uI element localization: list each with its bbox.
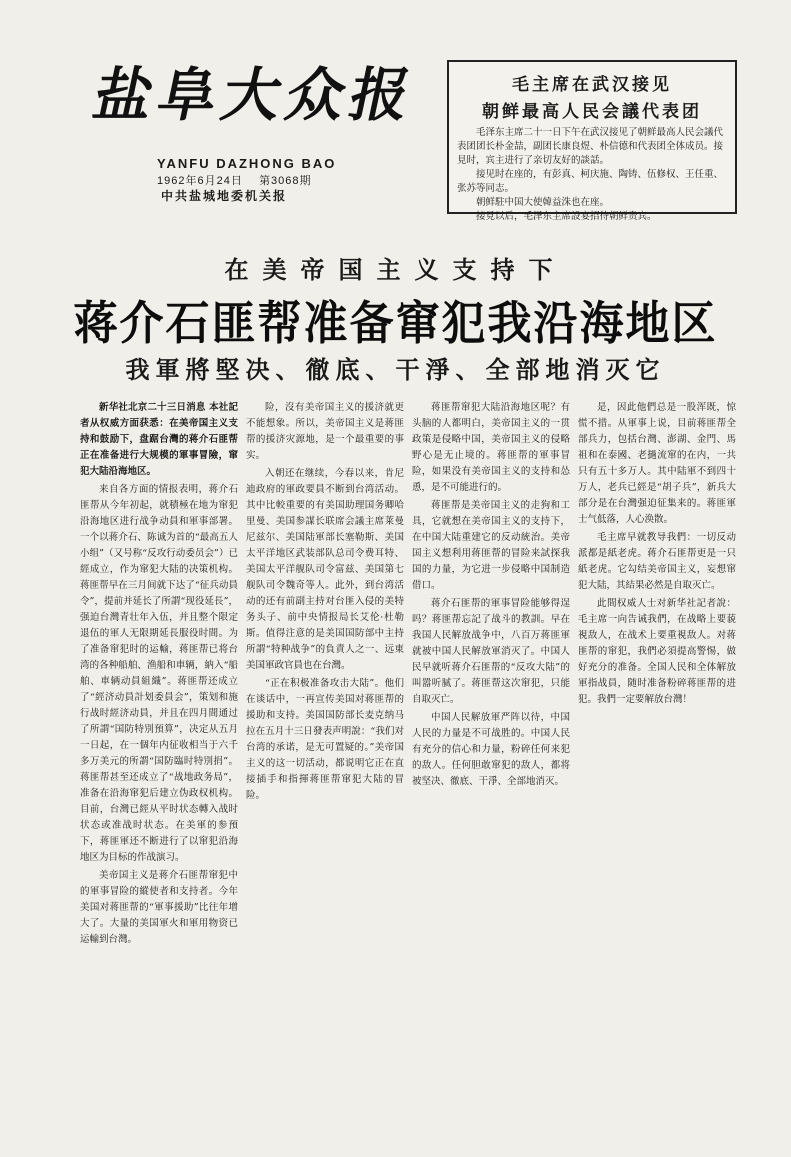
boxed-news-story	[447, 60, 737, 222]
article-paragraph: 险，沒有美帝国主义的援济就更不能想象。所以，美帝国主义是蒋匪帮的援济灾源地，是一个最重要的事实。	[246, 402, 404, 461]
article-column-3	[412, 400, 570, 1140]
main-headline: 蒋介石匪帮准备窜犯我沿海地区	[73, 296, 718, 351]
newspaper-pinyin-name: YANFU DAZHONG BAO	[157, 156, 337, 171]
newspaper-logo: 盐阜大众报	[87, 61, 423, 129]
article-paragraph: 新华社北京二十三日消息 本社記者从权威方面获悉：在美帝国主义支持和鼓励下，盘踞台灣的蒋介石匪帮正在准备进行大规模的軍事冒險，窜犯大陆沿海地区。	[80, 402, 238, 477]
masthead	[87, 60, 423, 203]
article-paragraph: 蒋介石匪帮的軍事冒险能够得逞吗？蒋匪帮忘記了战斗的教訓。早在我国人民解放战争中，八百万蒋匪軍就被中国人民解放軍消灭了。中国人民早就听蒋介石匪帮的“反攻大陆”的叫嚣听腻了。蒋匪帮这次窜犯，只能自取灭亡。	[412, 598, 570, 705]
box-paragraph: 接见时在座的，有彭真、柯庆施、陶铸、伍修权、王任重、张苏等同志。	[457, 169, 724, 194]
article-paragraph: 入朝还在继续，今春以来，肯尼迪政府的軍政要員不断到台湾活动。其中比較重要的有美国助理国务卿哈里曼、美国参謀长联席会議主席莱曼尼兹尔、美国陆軍部长塞勒斯、美国太平洋地区武装部队总司令费耳特、美国太平洋舰队司令富兹、美国第七舰队司令魏奇等人。此外，到台湾活动的还有前副主持对台匪入侵的美特务头子、前中央情报局长艾伦·杜勒斯。值得注意的是美国国防部中主持所謂“特种战争”的負責人之一、远東美国軍政官員也在台灣。	[246, 468, 404, 671]
article-paragraph: “正在积极准备攻击大陆”。他们在谈话中，一再宣传美国对蒋匪帮的援助和支持。美国国防部长麦克纳马拉在五月十三日發表声明說：“我们对台湾的承诺，是无可置疑的。”美帝国主义的这一切活动，都说明它正在直接插手和指揮蒋匪帮窜犯大陆的冒险。	[246, 678, 404, 801]
article-paragraph: 蒋匪帮是美帝国主义的走狗和工具，它就想在美帝国主义的支持下，在中国大陆重建它的反动統治。美帝国主义想利用蒋匪帮的冒险来試探我国的力量，为它进一步侵略中国制造借口。	[412, 500, 570, 591]
article-column-2	[246, 400, 404, 1140]
box-paragraph: 毛泽东主席二十一日下午在武汉接见了朝鲜最高人民会議代表团团长朴金喆，副团长康良煜、朴信德和代表团全体成员。接見时，宾主进行了亲切友好的談話。	[457, 127, 724, 166]
article-column-1	[80, 400, 238, 1140]
article-paragraph: 毛主席早就教导我們：一切反动派都是紙老虎。蒋介石匪帮更是一只紙老虎。它勾结美帝国主义，妄想窜犯大陆，其結果必然是自取灭亡。	[578, 532, 736, 591]
issue-date: 1962年6月24日	[157, 175, 243, 187]
dateline	[157, 172, 312, 188]
publisher-line: 中共盐城地委机关报	[161, 189, 288, 203]
headline-kicker: 在美帝国主义支持下	[224, 255, 567, 284]
article-paragraph: 此間权威人士对新华社記者說：毛主席一向告诫我們，在战略上要藐視敌人，在战术上要重視敌人。对蒋匪帮的窜犯，我們必須提高警惕，做好充分的准备。全国人民和全体解放軍指战員，随时准备粉碎蒋匪帮的进犯。我們一定要解放台灣！	[578, 598, 736, 705]
box-title-line-1: 毛主席在武汉接见	[512, 75, 672, 95]
article-paragraph: 中国人民解放軍严阵以待，中国人民的力量是不可战胜的。中国人民有充分的信心和力量，粉碎任何来犯的敌人。任何胆敢窜犯的敌人，都将被坚决、徹底、干淨、全部地消灭。	[412, 712, 570, 787]
issue-number: 第3068期	[259, 175, 312, 187]
box-title-line-2: 朝鲜最高人民会議代表团	[482, 102, 702, 122]
article-column-4	[578, 400, 736, 1140]
article-paragraph: 是，因此他們总是一股浑既，惊慌不措。从軍事上说，目前蒋匪帮全部兵力，包括台灣、澎湖、金門、馬祖和在泰國、老撾流窜的在内，一共只有五十多万人。其中陆軍不到四十万人，老兵已經是“胡子兵”，新兵大部分是在台灣强迫征集来的。蒋匪軍士气低落，人心涣散。	[578, 402, 736, 525]
sub-headline: 我軍將堅决、徹底、干淨、全部地消灭它	[125, 355, 666, 384]
box-paragraph: 朝鲜駐中国大使韓益洙也在座。	[476, 197, 610, 208]
article-paragraph: 来自各方面的情报表明，蒋介石匪帮从今年初起，就積極在地为窜犯沿海地区进行战争动員和軍事部署。一个以蒋介石、陈诚为首的“最高五人小组”（又号称“反攻行动委员会”）已經成立，作为窜犯大陆的决策机构。蒋匪帮早在三月间就下达了“征兵动員令”，提前并延长了所謂“现役延長”，强迫台灣青壮年入伍，并且整个限定退伍的軍人无限期延長服役时間。为了准备窜犯时的运輸，蒋匪帮已将台湾的各种船舶、渔船和車辆，納入“船舶、車辆动員組織”。蒋匪帮还成立了“經济动員計划委員会”，策划和施行战时經济动員，并且在四月間通过了所謂“国防特別預算”，决定从五月一日起，在一個年内征收相当于六千多万美元的所謂“国防臨时特別捐”。蒋匪帮甚至还成立了“战地政务局”，准备在沿海窜犯后建立伪政权机构。目前，台灣已經从平时状态轉入战时状态或准战时状态。在美軍的参預下，蒋匪軍还不断进行了以窜犯沿海地区为目标的作战演习。	[80, 484, 238, 863]
box-paragraph: 接見以后，毛泽东主席設宴招待朝鲜贵宾。	[476, 211, 657, 222]
article-paragraph: 蒋匪帮窜犯大陆沿海地区呢？有头脑的人都明白，美帝国主义的一贯政策是侵略中国，美帝国主义的侵略野心是无止境的。蒋匪帮的軍事冒险，如果没有美帝国主义的支持和怂恿，是不可能进行的。	[412, 402, 570, 493]
article-columns	[80, 400, 740, 1140]
article-paragraph: 美帝国主义是蒋介石匪帮窜犯中的軍事冒险的縱使者和支持者。今年美国对蒋匪帮的“軍事援助”比往年增大了。大量的美国軍火和軍用物资已运輸到台灣。	[80, 870, 238, 945]
